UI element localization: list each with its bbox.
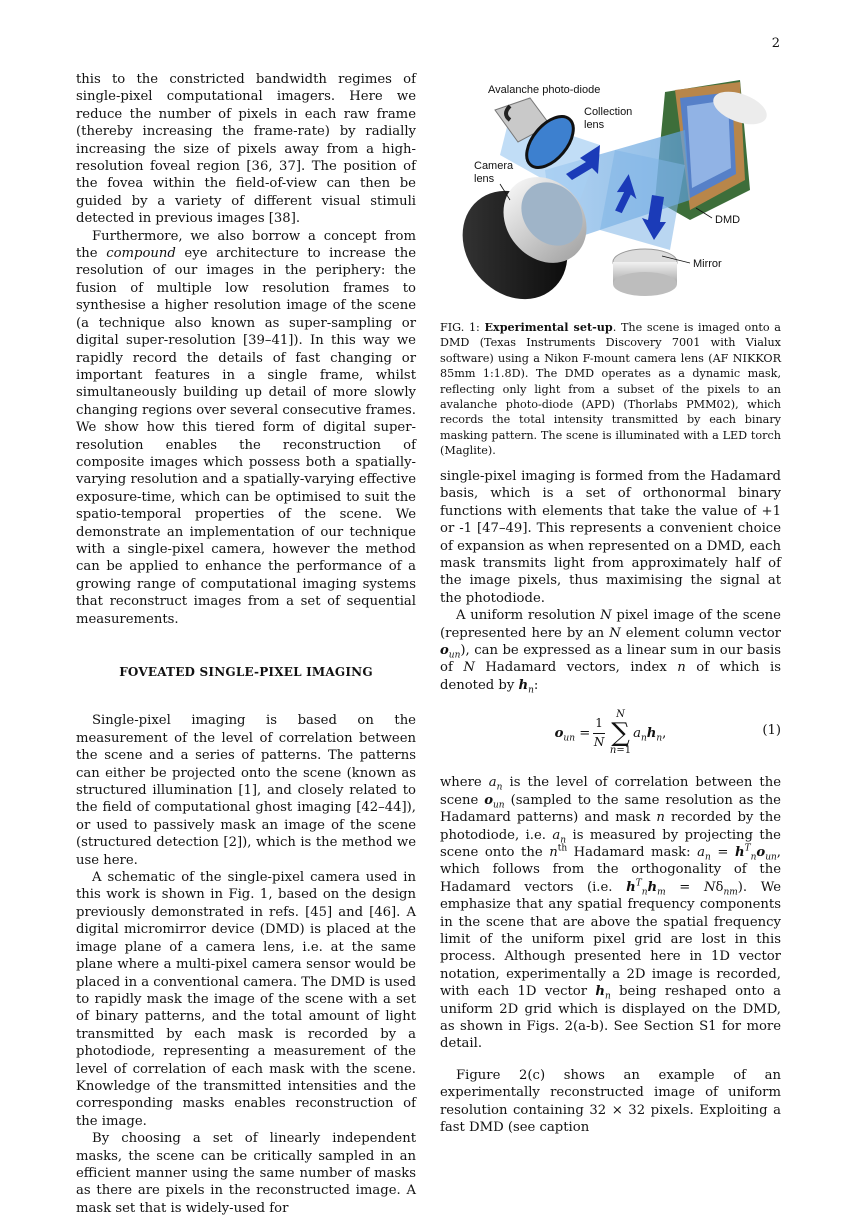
paragraph: this to the constricted bandwidth regimes of single-pixel computational imagers. Here we reduce the number of pixels in each raw frame (thereby increasing the frame-rate) by radially increasing the size of pixels away from a high-resolution foveal region [36, 37]. The position of the fovea within the field-of-view can then be guided by a variety of different visual stimuli detected in previous images [38]. xyxy=(76,72,416,227)
label-collection-lens-2: lens xyxy=(584,119,605,131)
paragraph: Single-pixel imaging is based on the measurement of the level of correlation between the scene and a series of patterns. The patterns can either be projected onto the scene (known as structured illumination [1], and closely related to the field of computational ghost imaging [42–44]), or used to passively mask an image of the scene (structured detection [2]), which is the method we use here. xyxy=(76,713,416,868)
setup-illustration xyxy=(440,70,781,320)
paragraph: Figure 2(c) shows an example of an experimentally reconstructed image of uniform resolution containing 32 × 32 pixels. Exploiting a fast DMD (see caption xyxy=(440,1067,781,1135)
label-apd: Avalanche photo-diode xyxy=(488,84,601,96)
label-dmd: DMD xyxy=(715,214,741,226)
label-camera-lens-2: lens xyxy=(474,173,495,185)
page-number: 2 xyxy=(771,36,780,51)
label-mirror: Mirror xyxy=(693,258,722,270)
label-collection-lens: Collection xyxy=(584,106,633,118)
equation-number: (1) xyxy=(762,723,781,739)
right-column xyxy=(440,468,781,1136)
figure-1-setup-diagram xyxy=(440,70,781,320)
paragraph: Furthermore, we also borrow a concept from the compound eye architecture to increase the resolution of our images in the periphery: the fusion of multiple low resolution frames to synthesise a higher resolution image of the scene (a technique also known as super-sampling or digital super-resolution [39–41]). In this way we rapidly record the details of fast changing or important features in a single frame, whilst simultaneously building up detail of more slowly changing regions over several consecutive frames. We show how this tiered form of digital super-resolution enables the reconstruction of composite images which possess both a spatially-varying resolution and a spatially-varying effective exposure-time, which can be optimised to suit the spatio-temporal properties of the scene. We demonstrate an implementation of our technique with a single-pixel camera, however the method can be applied to enhance the performance of a growing range of computational imaging systems that reconstruct images from a set of sequential measurements. xyxy=(76,228,416,627)
paragraph: By choosing a set of linearly independent masks, the scene can be critically sampled in an efficient manner using the same number of masks as there are pixels in the reconstructed image. A mask set that is widely-used for xyxy=(76,1131,416,1216)
paragraph: where $a_n$ is the level of correlation between the scene $o_{un}$ (sampled to the same resolution as the Hadamard patterns) and mask n recorded by the photodiode, i.e. $a_n$ is measured by projecting the scene onto the $n^{th}$ Hadamard mask: $a_n = h^T_no_{un}$, which follows from the orthogonality of the Hadamard vectors (i.e. $h^T_nh_m = N\delta_{nm}$). We emphasize that any spatial frequency components in the scene that are above the spatial frequency limit of the uniform pixel grid are lost in this process. Although presented here in 1D vector notation, experimentally a 2D image is recorded, with each 1D vector $h_n$ being reshaped onto a uniform 2D grid which is displayed on the DMD, as shown in Figs. 2(a-b). See Section S1 for more detail. xyxy=(440,775,782,1052)
label-camera-lens: Camera xyxy=(474,160,514,172)
equation-1: $o_{un}$ = $\frac{1}{N}$ N ∑ n=1 $a_nh_n$, (1) xyxy=(554,709,781,757)
figure-caption: FIG. 1: Experimental set-up. The scene is imaged onto a DMD (Texas Instruments Discovery 7001 with Vialux software) using a Nikon F-mount camera lens (AF NIKKOR 85mm 1:1.8D). The DMD operates as a dynamic mask, reflecting only light from a subset of the pixels to an avalanche photo-diode (APD) (Thorlabs PMM02), which records the total intensity transmitted by each binary masking pattern. The scene is illuminated with a LED torch (Maglite). xyxy=(440,320,781,458)
section-heading: FOVEATED SINGLE-PIXEL IMAGING xyxy=(119,665,373,679)
paragraph: A uniform resolution N pixel image of the scene (represented here by an N element column vector $o_{un}$), can be expressed as a linear sum in our basis of N Hadamard vectors, index n of which is denoted by $h_n$: xyxy=(440,608,781,696)
left-column xyxy=(76,71,416,1217)
paragraph: A schematic of the single-pixel camera used in this work is shown in Fig. 1, based on the design previously demonstrated in refs. [45] and [46]. A digital micromirror device (DMD) is placed at the image plane of a camera lens, i.e. at the same plane where a multi-pixel camera sensor would be placed in a conventional camera. The DMD is used to rapidly mask the image of the scene with a set of binary patterns, and the total amount of light transmitted by each mask is recorded by a photodiode, representing a measurement of the level of correlation of each mask with the scene. Knowledge of the transmitted intensities and the corresponding masks enables reconstruction of the image. xyxy=(76,870,417,1129)
paragraph: single-pixel imaging is formed from the Hadamard basis, which is a set of orthonormal binary functions with elements that take the value of +1 or -1 [47–49]. This represents a convenient choice of expansion as when represented on a DMD, each mask transmits light from approximately half of the image pixels, thus maximising the signal at the photodiode. xyxy=(440,469,781,606)
